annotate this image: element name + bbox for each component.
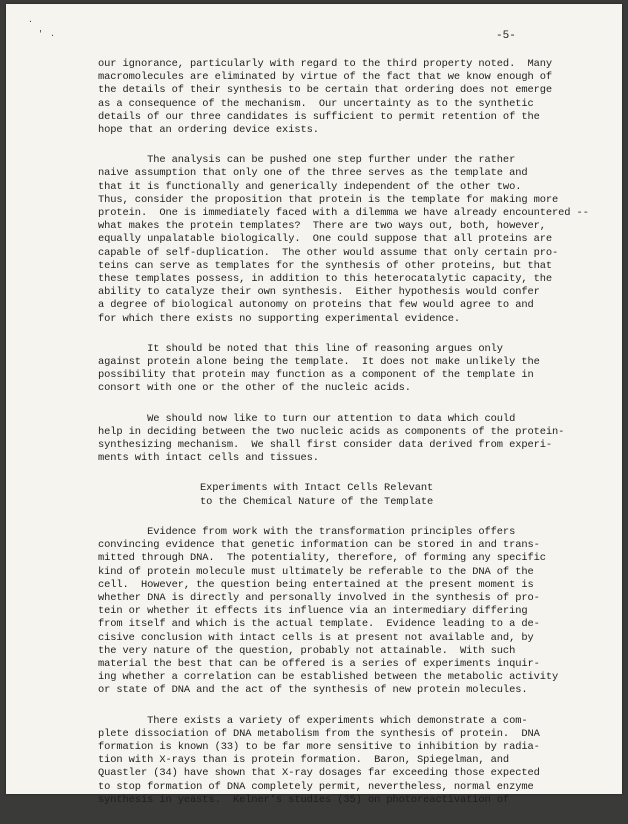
text-line: these templates possess, in addition to this heterocatalytic capacity, the	[98, 273, 553, 286]
text-line: tion with X-rays than is protein formation. Baron, Spiegelman, and	[98, 754, 510, 767]
text-line: possibility that protein may function as a component of the template in	[98, 369, 534, 382]
section-heading	[98, 482, 618, 508]
text-line: as a consequence of the mechanism. Our uncertainty as to the synthetic	[98, 97, 534, 110]
text-line: consort with one or the other of the nucleic acids.	[98, 382, 411, 395]
text-line: Evidence from work with the transformation principles offers	[98, 525, 516, 538]
text-line: There exists a variety of experiments which demonstrate a com-	[98, 714, 528, 727]
text-line: to stop formation of DNA completely permit, nevertheless, normal enzyme	[98, 780, 534, 793]
text-line: equally unpalatable biologically. One could suppose that all proteins are	[98, 233, 553, 246]
text-line: synthesis in yeasts. Kelner's studies (35) on photoreactivation of	[98, 793, 510, 806]
text-line: Thus, consider the proposition that protein is the template for making more	[98, 193, 559, 206]
document-page	[6, 4, 622, 806]
text-line: convincing evidence that genetic information can be stored in and trans-	[98, 539, 540, 552]
text-line: that it is functionally and generically independent of the other two.	[98, 180, 522, 193]
text-line: cisive conclusion with intact cells is at present not available and, by	[98, 631, 534, 644]
document-body	[98, 58, 618, 824]
text-line: naive assumption that only one of the three serves as the template and	[98, 167, 528, 180]
text-line: tein or whether it effects its influence via an intermediary differing	[98, 605, 528, 618]
paragraph	[98, 413, 618, 466]
text-line: the very nature of the question, probably not attainable. With such	[98, 644, 516, 657]
text-line: what makes the protein templates? There are two ways out, both, however,	[98, 220, 546, 233]
text-line: teins can serve as templates for the synthesis of other proteins, but that	[98, 259, 553, 272]
text-line: ability to catalyze their own synthesis. Either hypothesis would confer	[98, 286, 540, 299]
text-line: from itself and which is the actual template. Evidence leading to a de-	[98, 618, 540, 631]
text-line: mitted through DNA. The potentiality, therefore, of forming any specific	[98, 552, 546, 565]
text-line: plete dissociation of DNA metabolism from the synthesis of protein. DNA	[98, 727, 540, 740]
page-number: -5-	[496, 30, 516, 42]
text-line: cell. However, the question being entertained at the present moment is	[98, 578, 534, 591]
heading-line: Experiments with Intact Cells Relevant	[200, 482, 434, 495]
text-line: ments with intact cells and tissues.	[98, 452, 319, 465]
text-line: ing whether a correlation can be established between the metabolic activity	[98, 671, 559, 684]
margin-mark: .	[50, 30, 55, 39]
text-line: hope that an ordering device exists.	[98, 124, 319, 137]
text-line: synthesizing mechanism. We shall first consider data derived from experi-	[98, 439, 553, 452]
text-line: Quastler (34) have shown that X-ray dosages far exceeding those expected	[98, 767, 540, 780]
text-line: capable of self-duplication. The other would assume that only certain pro-	[98, 246, 559, 259]
margin-mark: '	[38, 30, 43, 39]
text-line: We should now like to turn our attention to data which could	[98, 412, 516, 425]
paragraph	[98, 58, 618, 137]
text-line: macromolecules are eliminated by virtue of the fact that we know enough of	[98, 71, 553, 84]
text-line: formation is known (33) to be far more sensitive to inhibition by radia-	[98, 740, 540, 753]
text-line: or state of DNA and the act of the synthesis of new protein molecules.	[98, 684, 528, 697]
margin-mark: .	[28, 16, 33, 25]
text-line: help in deciding between the two nucleic acids as components of the protein-	[98, 425, 565, 438]
paragraph	[98, 715, 618, 807]
text-line: The analysis can be pushed one step further under the rather	[98, 154, 516, 167]
text-line: kind of protein molecule must ultimately be referable to the DNA of the	[98, 565, 534, 578]
heading-line: to the Chemical Nature of the Template	[200, 495, 434, 508]
paragraph	[98, 343, 618, 396]
text-line: whether DNA is directly and personally involved in the synthesis of pro-	[98, 591, 540, 604]
text-line: material the best that can be offered is a series of experiments inquir-	[98, 657, 540, 670]
text-line: a degree of biological autonomy on proteins that few would agree to and	[98, 299, 534, 312]
text-line: for which there exists no supporting experimental evidence.	[98, 312, 460, 325]
text-line: our ignorance, particularly with regard to the third property noted. Many	[98, 58, 553, 70]
text-line: details of our three candidates is sufficient to permit retention of the	[98, 110, 540, 123]
paragraph	[98, 154, 618, 326]
text-line: It should be noted that this line of reasoning argues only	[98, 342, 503, 355]
text-line: the details of their synthesis to be certain that ordering does not emerge	[98, 84, 553, 97]
text-line: against protein alone being the template. It does not make unlikely the	[98, 356, 540, 369]
text-line: protein. One is immediately faced with a dilemma we have already encountered --	[98, 207, 589, 220]
paragraph	[98, 526, 618, 698]
